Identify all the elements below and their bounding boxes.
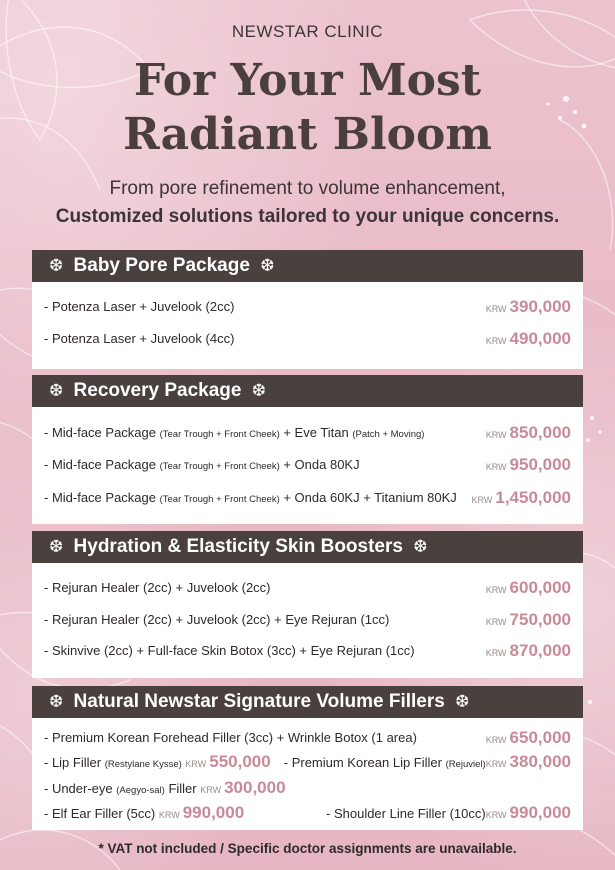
currency-label: KRW bbox=[485, 462, 507, 472]
section-title: Recovery Package bbox=[73, 380, 242, 401]
price-amount: 490,000 bbox=[509, 329, 571, 348]
list-item bbox=[44, 326, 571, 352]
item-price bbox=[284, 749, 571, 778]
currency-label: KRW bbox=[485, 336, 507, 346]
item-label bbox=[44, 420, 424, 448]
list-item bbox=[44, 725, 571, 751]
item-detail: (Rejuviel) bbox=[445, 759, 486, 770]
item-text: - Premium Korean Lip Filler bbox=[283, 755, 446, 770]
currency-label: KRW bbox=[485, 810, 507, 820]
item-price bbox=[486, 607, 571, 635]
snowflake-icon: ❆ bbox=[260, 256, 275, 275]
snowflake-icon: ❆ bbox=[49, 692, 64, 711]
item-text: - Under-eye bbox=[44, 781, 117, 796]
item-price bbox=[486, 294, 571, 322]
price-amount: 300,000 bbox=[224, 778, 286, 797]
item-text: Filler bbox=[164, 781, 197, 796]
list-item bbox=[44, 607, 571, 633]
section-title: Hydration & Elasticity Skin Boosters bbox=[73, 536, 403, 557]
item-text: - Mid-face Package bbox=[44, 490, 160, 505]
list-item bbox=[44, 294, 571, 320]
list-item bbox=[44, 452, 571, 478]
item-label bbox=[44, 749, 271, 778]
item-detail: (Tear Trough + Front Cheek) bbox=[159, 494, 280, 505]
title-line-1: For Your Most bbox=[133, 55, 482, 106]
currency-label: KRW bbox=[185, 759, 207, 769]
section-body-skin-boosters bbox=[32, 563, 583, 678]
price-amount: 550,000 bbox=[209, 752, 271, 771]
item-price bbox=[486, 420, 571, 448]
item-text: - Lip Filler bbox=[44, 755, 105, 770]
section-header-baby-pore bbox=[32, 250, 583, 282]
item-text: + Onda 60KJ + Titanium 80KJ bbox=[279, 490, 457, 505]
item-detail: (Aegyo-sal) bbox=[116, 785, 165, 796]
currency-label: KRW bbox=[158, 810, 180, 820]
title-line-2: Radiant Bloom bbox=[123, 109, 492, 160]
snowflake-icon: ❆ bbox=[49, 381, 64, 400]
currency-label: KRW bbox=[485, 759, 507, 769]
item-detail: (Patch + Moving) bbox=[352, 429, 425, 440]
section-header-recovery bbox=[32, 375, 583, 407]
snowflake-icon: ❆ bbox=[49, 256, 64, 275]
item-text: + Onda 80KJ bbox=[279, 457, 360, 472]
item-detail: (Tear Trough + Front Cheek) bbox=[159, 461, 280, 472]
price-amount: 380,000 bbox=[509, 752, 571, 771]
item-text: - Mid-face Package bbox=[44, 425, 160, 440]
item-label: - Skinvive (2cc) + Full-face Skin Botox (3cc) + Eye Rejuran (1cc) bbox=[44, 643, 415, 658]
currency-label: KRW bbox=[485, 430, 507, 440]
currency-label: KRW bbox=[485, 617, 507, 627]
price-amount: 390,000 bbox=[509, 297, 571, 316]
list-item bbox=[44, 800, 571, 826]
section-title: Natural Newstar Signature Volume Fillers bbox=[73, 691, 445, 712]
clinic-name: NEWSTAR CLINIC bbox=[231, 22, 384, 41]
currency-label: KRW bbox=[200, 785, 222, 795]
snowflake-icon: ❆ bbox=[455, 692, 470, 711]
item-label bbox=[44, 800, 244, 828]
price-amount: 1,450,000 bbox=[495, 488, 571, 507]
list-item bbox=[44, 775, 571, 801]
price-amount: 950,000 bbox=[509, 455, 571, 474]
section-body-recovery bbox=[32, 407, 583, 524]
currency-label: KRW bbox=[485, 585, 507, 595]
page-title bbox=[0, 54, 615, 162]
price-amount: 990,000 bbox=[182, 803, 245, 822]
item-text: + Eve Titan bbox=[279, 425, 353, 440]
list-item bbox=[44, 485, 571, 511]
currency-label: KRW bbox=[485, 648, 507, 658]
item-label: - Potenza Laser + Juvelook (4cc) bbox=[44, 331, 235, 346]
price-amount: 750,000 bbox=[509, 610, 571, 629]
item-text: - Mid-face Package bbox=[44, 457, 160, 472]
item-label: - Rejuran Healer (2cc) + Juvelook (2cc) bbox=[44, 580, 271, 595]
section-body-baby-pore bbox=[32, 282, 583, 369]
section-header-volume-fillers bbox=[32, 686, 583, 718]
currency-label: KRW bbox=[485, 735, 507, 745]
list-item bbox=[44, 420, 571, 446]
item-price bbox=[486, 575, 571, 603]
item-price bbox=[486, 638, 571, 666]
footnote: * VAT not included / Specific doctor assignments are unavailable. bbox=[98, 841, 517, 856]
item-detail: (Restylane Kysse) bbox=[104, 759, 182, 770]
price-amount: 650,000 bbox=[509, 728, 571, 747]
section-body-volume-fillers bbox=[32, 718, 583, 830]
item-text: - Elf Ear Filler (5cc) bbox=[44, 806, 156, 821]
list-item bbox=[44, 638, 571, 664]
snowflake-icon: ❆ bbox=[49, 537, 64, 556]
item-price bbox=[326, 800, 571, 828]
list-item bbox=[44, 749, 571, 775]
subtitle-line-1: From pore refinement to volume enhancement, bbox=[109, 178, 506, 199]
item-text: - Shoulder Line Filler (10cc) bbox=[326, 806, 486, 821]
item-price bbox=[486, 452, 571, 480]
list-item bbox=[44, 575, 571, 601]
item-label bbox=[44, 485, 457, 513]
item-price bbox=[486, 326, 571, 354]
price-amount: 990,000 bbox=[509, 803, 571, 822]
subtitle-line-2: Customized solutions tailored to your unique concerns. bbox=[55, 206, 560, 227]
price-amount: 600,000 bbox=[509, 578, 571, 597]
currency-label: KRW bbox=[485, 304, 507, 314]
item-price bbox=[472, 485, 571, 513]
item-detail: (Tear Trough + Front Cheek) bbox=[159, 429, 280, 440]
snowflake-icon: ❆ bbox=[251, 381, 267, 400]
price-amount: 870,000 bbox=[509, 641, 571, 660]
section-title: Baby Pore Package bbox=[73, 255, 250, 276]
item-label: - Rejuran Healer (2cc) + Juvelook (2cc) + Eye Rejuran (1cc) bbox=[44, 612, 390, 627]
item-label: - Premium Korean Forehead Filler (3cc) + Wrinkle Botox (1 area) bbox=[44, 730, 417, 745]
section-header-skin-boosters bbox=[32, 531, 583, 563]
item-label bbox=[44, 452, 360, 480]
currency-label: KRW bbox=[471, 495, 493, 505]
item-label: - Potenza Laser + Juvelook (2cc) bbox=[44, 299, 235, 314]
price-amount: 850,000 bbox=[509, 423, 571, 442]
snowflake-icon: ❆ bbox=[413, 537, 428, 556]
